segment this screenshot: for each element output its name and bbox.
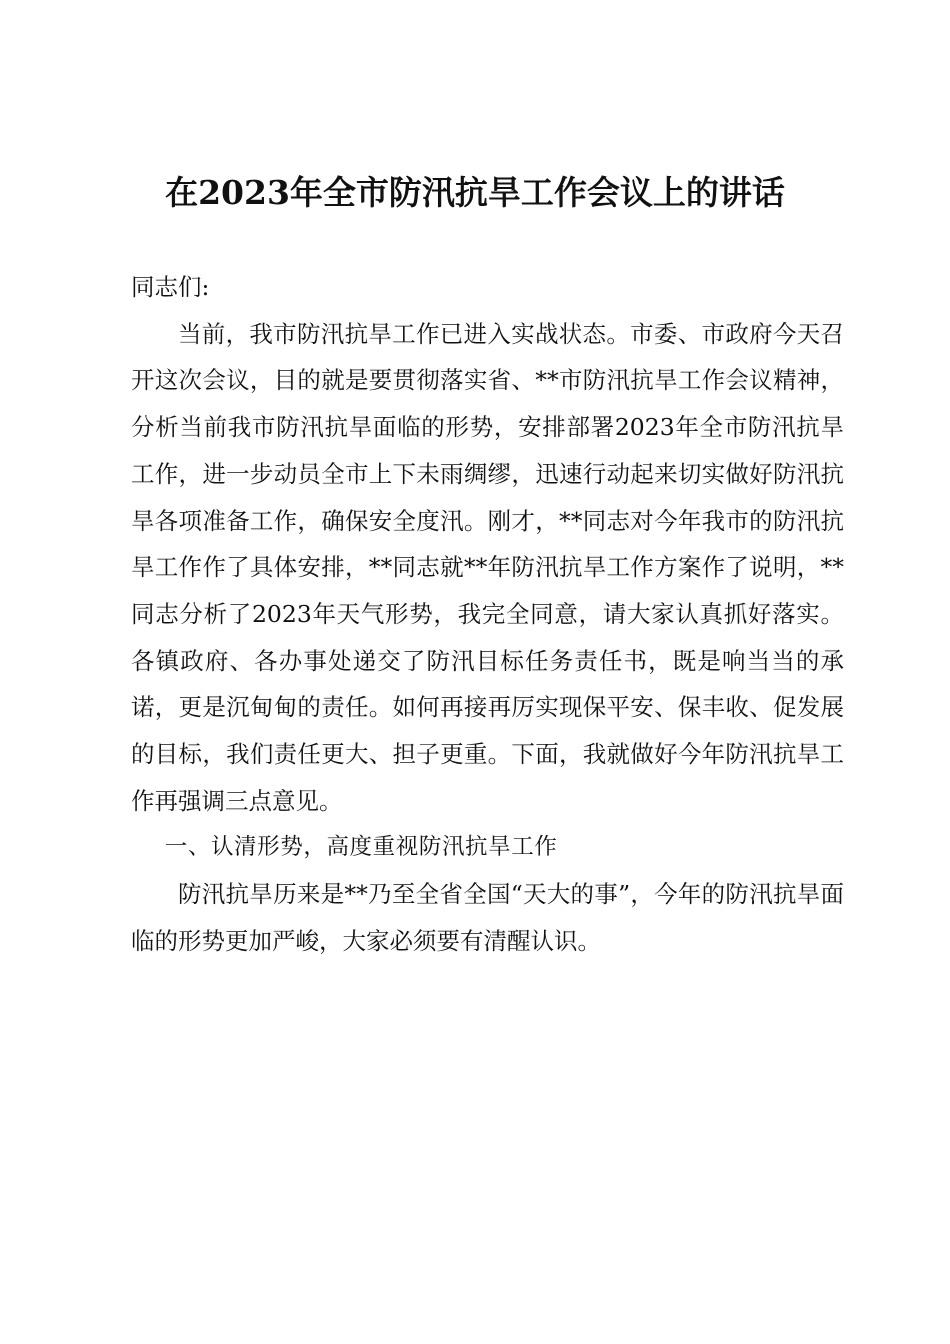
document-body [131,264,844,965]
opening-paragraph: 当前，我市防汛抗旱工作已进入实战状态。市委、市政府今天召开这次会议，目的就是要贯彻落实省、**市防汛抗旱工作会议精神，分析当前我市防汛抗旱面临的形势，安排部署2023年全市防汛抗旱工作，进一步动员全市上下未雨绸缪，迅速行动起来切实做好防汛抗旱各项准备工作，确保安全度汛。刚才，**同志对今年我市的防汛抗旱工作作了具体安排，**同志就**年防汛抗旱工作方案作了说明，**同志分析了2023年天气形势，我完全同意，请大家认真抓好落实。各镇政府、各办事处递交了防汛目标任务责任书，既是响当当的承诺，更是沉甸甸的责任。如何再接再厉实现保平安、保丰收、促发展的目标，我们责任更大、担子更重。下面，我就做好今年防汛抗旱工作再强调三点意见。 [131,319,844,815]
section-heading: 一、认清形势，高度重视防汛抗旱工作 [164,834,558,861]
document-title: 在2023年全市防汛抗旱工作会议上的讲话 [165,173,785,212]
salutation: 同志们: [131,273,210,301]
section-paragraph: 防汛抗旱历来是**乃至全省全国“天大的事”，今年的防汛抗旱面临的形势更加严峻，大家必须要有清醒认识。 [131,880,844,955]
